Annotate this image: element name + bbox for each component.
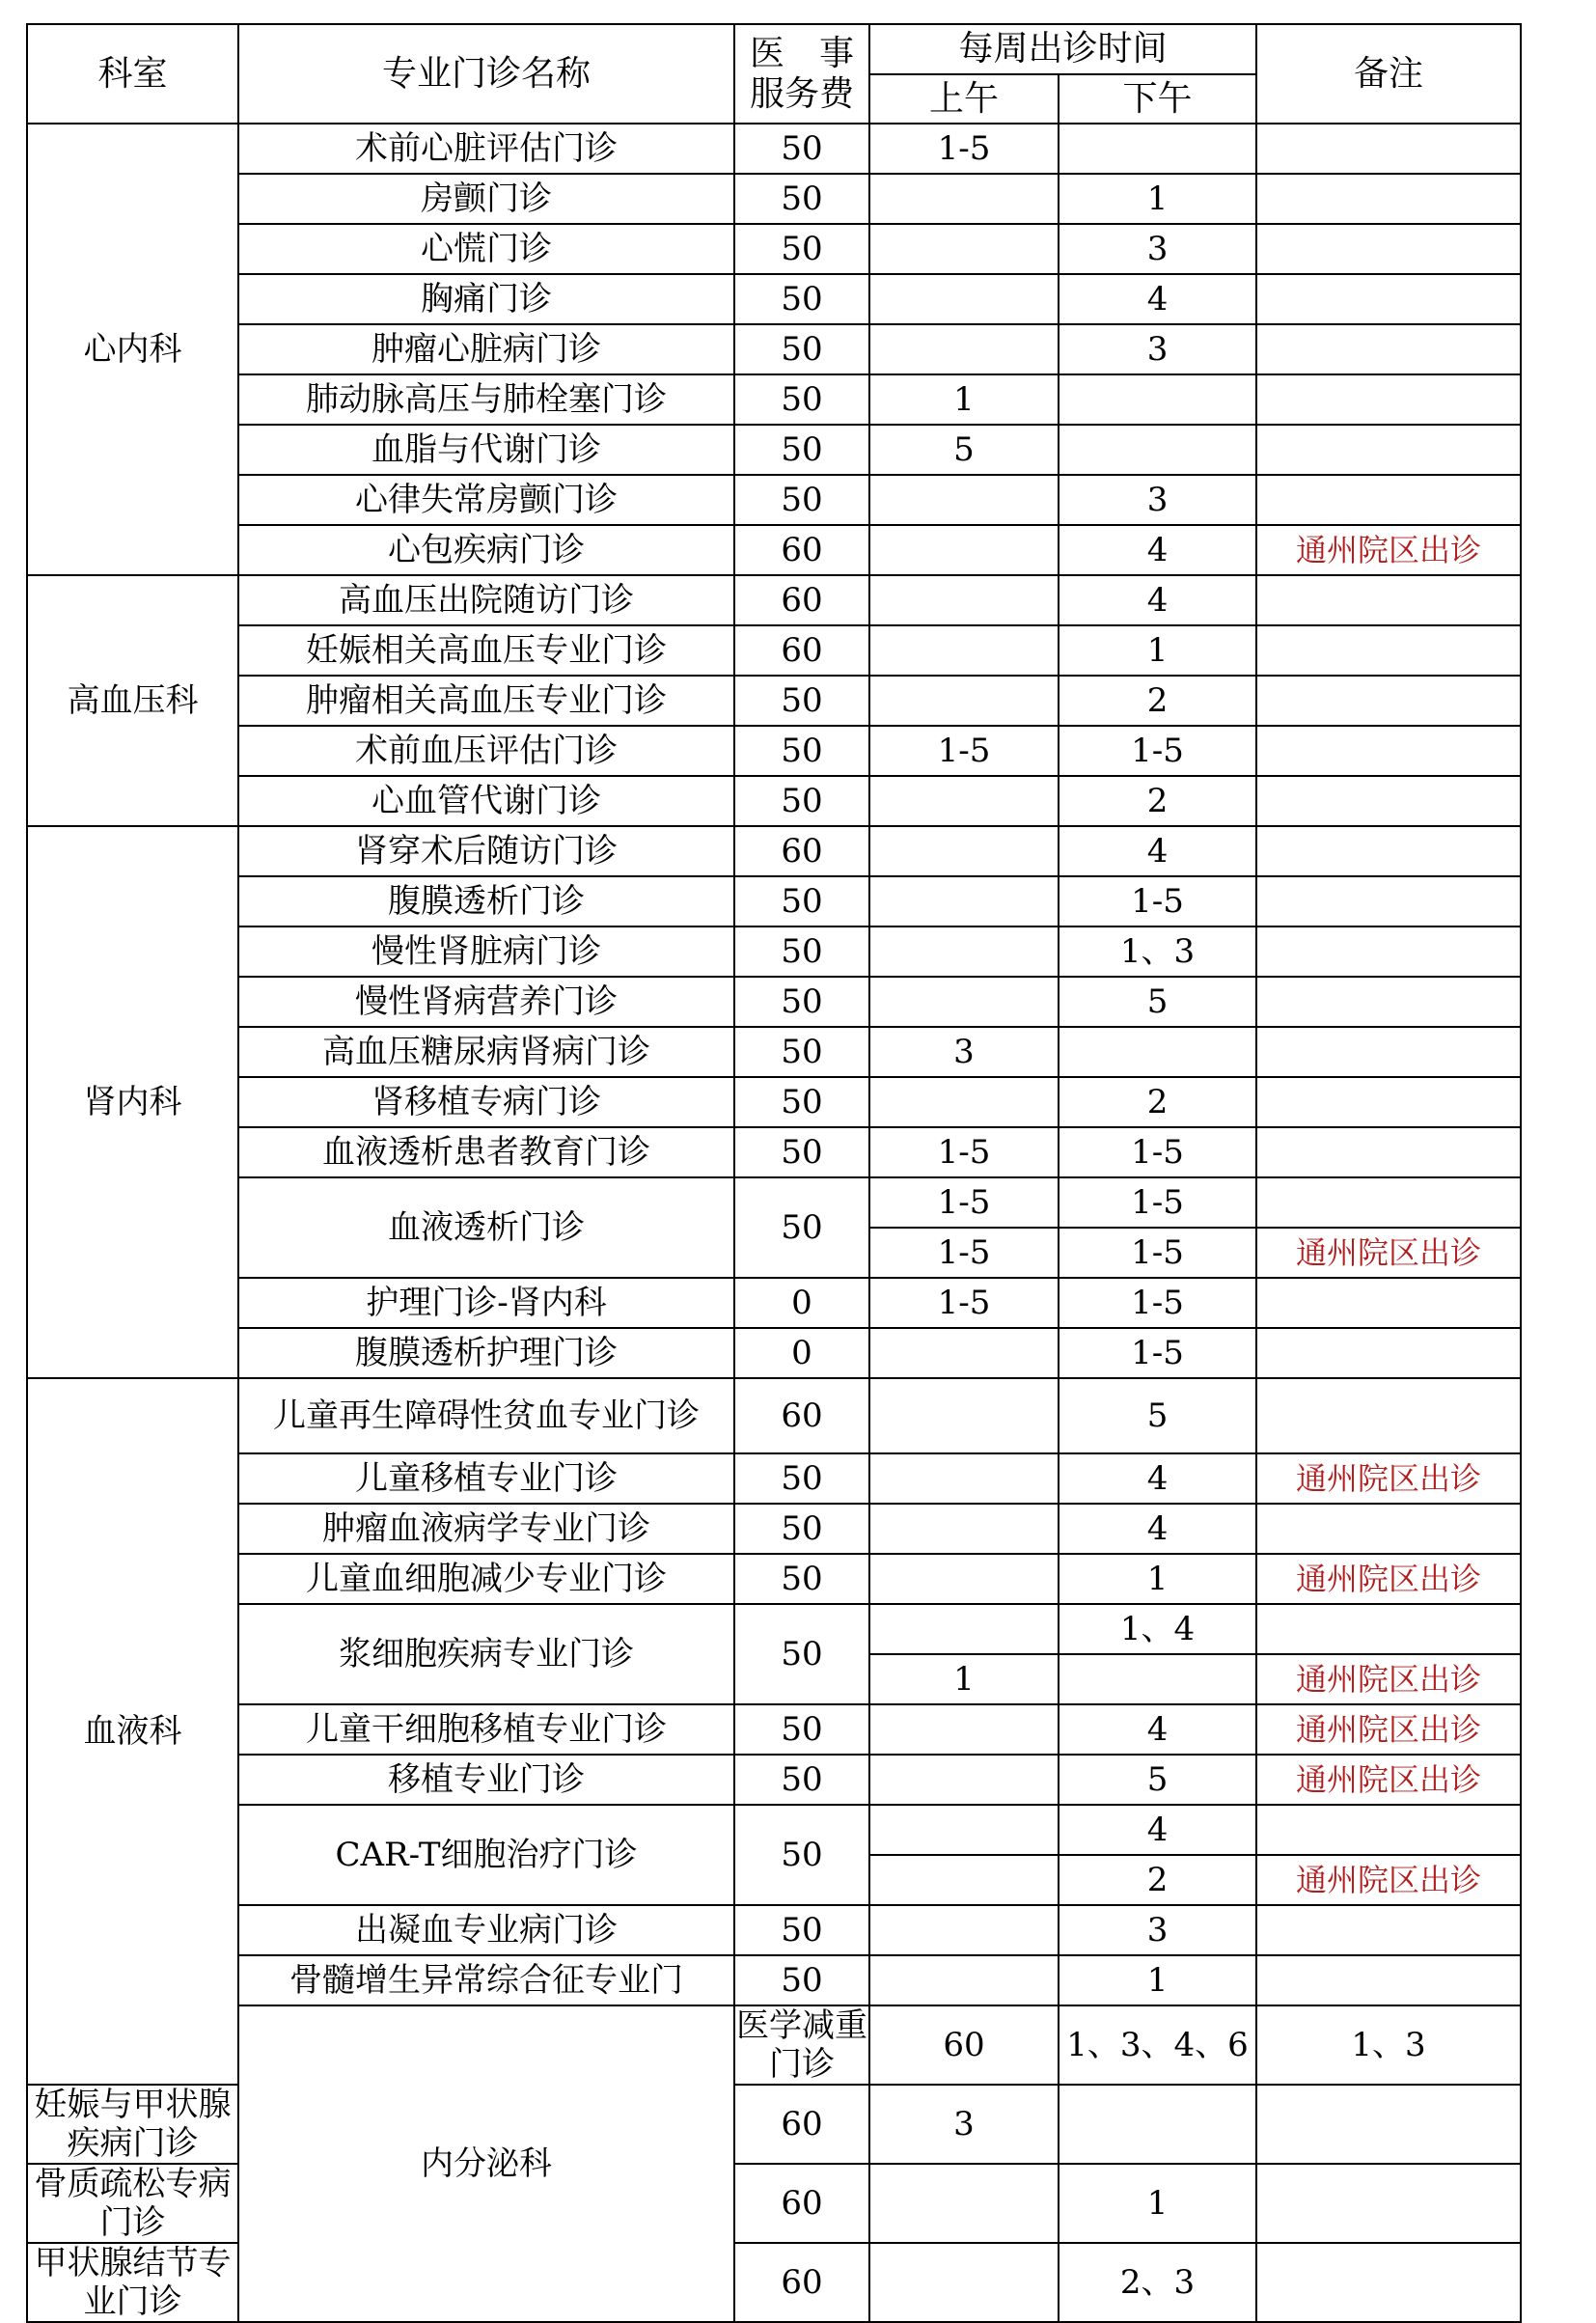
header-fee-line1: 医 事: [749, 33, 854, 73]
table-row: [27, 1504, 1521, 1554]
table-row: [27, 826, 1521, 876]
fee-cell: 50: [734, 1554, 869, 1604]
am-cell: 3: [869, 2085, 1059, 2164]
pm-cell: [1059, 1027, 1256, 1077]
note-cell: [1256, 676, 1521, 726]
fee-cell: 0: [734, 1328, 869, 1378]
pm-cell: 3: [1059, 1905, 1256, 1955]
clinic-name-cell: 儿童移植专业门诊: [238, 1453, 734, 1504]
fee-cell: 50: [734, 1127, 869, 1177]
am-cell: [869, 1704, 1059, 1755]
fee-cell: 50: [734, 224, 869, 274]
note-cell: [1256, 1805, 1521, 1855]
table-row: [27, 676, 1521, 726]
dept-cell: 内分泌科: [238, 2005, 734, 2322]
am-cell: [869, 2243, 1059, 2322]
note-cell: [1256, 776, 1521, 826]
note-cell: [1256, 425, 1521, 475]
am-cell: 1-5: [869, 726, 1059, 776]
table-row: [27, 174, 1521, 224]
note-cell: 通州院区出诊: [1256, 1554, 1521, 1604]
clinic-name-cell: 医学减重门诊: [736, 2006, 867, 2084]
clinic-name-cell: 护理门诊-肾内科: [238, 1278, 734, 1328]
header-weekly-time: 每周出诊时间: [869, 24, 1256, 74]
am-cell: 3: [869, 1027, 1059, 1077]
pm-cell: 5: [1059, 977, 1256, 1027]
pm-cell: 4: [1059, 575, 1256, 625]
fee-cell: 0: [734, 1278, 869, 1328]
clinic-name-cell: 肿瘤心脏病门诊: [238, 324, 734, 374]
fee-cell: 50: [734, 124, 869, 174]
fee-cell: 50: [734, 1077, 869, 1127]
pm-cell: [1059, 124, 1256, 174]
pm-cell: 2、3: [1059, 2243, 1256, 2322]
clinic-name-cell: 肿瘤相关高血压专业门诊: [238, 676, 734, 726]
table-row: [27, 1453, 1521, 1504]
clinic-name-cell: 慢性肾病营养门诊: [238, 977, 734, 1027]
header-fee-line2: 服务费: [749, 73, 854, 114]
note-cell: [1256, 1027, 1521, 1077]
fee-cell: 60: [734, 2164, 869, 2243]
note-cell: [1256, 1127, 1521, 1177]
am-cell: [869, 475, 1059, 525]
pm-cell: 4: [1059, 274, 1256, 324]
pm-cell: 4: [1059, 1805, 1256, 1855]
pm-cell: 5: [1059, 1378, 1256, 1453]
note-cell: [1256, 1378, 1521, 1453]
note-cell: [1256, 1278, 1521, 1328]
am-cell: [869, 2164, 1059, 2243]
pm-cell: 1-5: [1059, 1328, 1256, 1378]
clinic-name-cell: 骨质疏松专病门诊: [27, 2164, 238, 2243]
pm-cell: 1-5: [1059, 876, 1256, 926]
am-cell: 1: [869, 374, 1059, 425]
pm-cell: 2: [1059, 1077, 1256, 1127]
am-cell: [869, 1905, 1059, 1955]
clinic-name-cell: 肿瘤血液病学专业门诊: [238, 1504, 734, 1554]
fee-cell: 60: [734, 575, 869, 625]
clinic-name-cell: CAR-T细胞治疗门诊: [238, 1805, 734, 1905]
am-cell: [869, 876, 1059, 926]
note-cell: [1256, 2164, 1521, 2243]
pm-cell: [1059, 374, 1256, 425]
note-cell: [1256, 876, 1521, 926]
pm-cell: 1-5: [1059, 1228, 1256, 1278]
am-cell: [869, 224, 1059, 274]
clinic-name-cell: 术前血压评估门诊: [238, 726, 734, 776]
pm-cell: [1059, 1654, 1256, 1704]
header-fee: [734, 24, 869, 124]
clinic-name-cell: 胸痛门诊: [238, 274, 734, 324]
fee-cell: 50: [734, 324, 869, 374]
table-row: [27, 876, 1521, 926]
am-cell: 1-5: [869, 1278, 1059, 1328]
fee-cell: 50: [734, 1905, 869, 1955]
pm-cell: 1、3: [1059, 926, 1256, 977]
note-cell: [1256, 224, 1521, 274]
pm-cell: 1、4: [1059, 1604, 1256, 1654]
note-cell: [1256, 2085, 1521, 2164]
am-cell: 1-5: [869, 124, 1059, 174]
am-cell: [869, 1554, 1059, 1604]
table-row: [27, 726, 1521, 776]
am-cell: [869, 776, 1059, 826]
table-row: [27, 525, 1521, 575]
note-cell: [1256, 475, 1521, 525]
note-cell: 通州院区出诊: [1256, 1755, 1521, 1805]
table-row: [27, 1027, 1521, 1077]
note-cell: 通州院区出诊: [1256, 525, 1521, 575]
am-cell: [869, 1378, 1059, 1453]
pm-cell: 4: [1059, 1453, 1256, 1504]
fee-cell: 60: [869, 2005, 1059, 2085]
table-row: [27, 1704, 1521, 1755]
note-cell: [1256, 1177, 1521, 1228]
note-cell: [1256, 575, 1521, 625]
clinic-name-cell: 心律失常房颤门诊: [238, 475, 734, 525]
table-row: [27, 977, 1521, 1027]
note-cell: [1256, 625, 1521, 676]
table-row: [27, 224, 1521, 274]
clinic-name-cell: 出凝血专业病门诊: [238, 1905, 734, 1955]
clinic-name-cell: 心血管代谢门诊: [238, 776, 734, 826]
clinic-name-cell: 肾移植专病门诊: [238, 1077, 734, 1127]
table-row: [27, 124, 1521, 174]
fee-cell: 50: [734, 1453, 869, 1504]
clinic-name-cell: 儿童干细胞移植专业门诊: [238, 1704, 734, 1755]
am-cell: 1-5: [869, 1228, 1059, 1278]
clinic-schedule-table: [26, 23, 1522, 2323]
dept-cell: 心内科: [27, 124, 238, 575]
fee-cell: 50: [734, 1805, 869, 1905]
fee-cell: 50: [734, 1504, 869, 1554]
note-cell: [1256, 977, 1521, 1027]
header-note: 备注: [1256, 24, 1521, 124]
am-cell: [869, 1453, 1059, 1504]
fee-cell: 60: [734, 1378, 869, 1453]
fee-cell: 50: [734, 425, 869, 475]
pm-cell: 5: [1059, 1755, 1256, 1805]
header-pm: 下午: [1059, 74, 1256, 124]
pm-cell: 2: [1059, 776, 1256, 826]
table-row: [27, 1955, 1521, 2005]
am-cell: [869, 324, 1059, 374]
pm-cell: 1: [1059, 1955, 1256, 2005]
clinic-name-cell: 血液透析门诊: [238, 1177, 734, 1278]
table-row: [27, 1805, 1521, 1855]
note-cell: [1256, 274, 1521, 324]
clinic-name-cell: 腹膜透析门诊: [238, 876, 734, 926]
table-row: [27, 1127, 1521, 1177]
fee-cell: 50: [734, 676, 869, 726]
am-cell: [869, 1604, 1059, 1654]
fee-cell: 50: [734, 726, 869, 776]
dept-cell: 高血压科: [27, 575, 238, 826]
clinic-name-cell: 骨髓增生异常综合征专业门: [238, 1955, 734, 2005]
clinic-name-cell: 腹膜透析护理门诊: [238, 1328, 734, 1378]
note-cell: [1256, 1604, 1521, 1654]
table-row: [27, 926, 1521, 977]
fee-cell: 50: [734, 1604, 869, 1704]
pm-cell: 1: [1059, 625, 1256, 676]
am-cell: 1-5: [869, 1127, 1059, 1177]
clinic-name-cell: 妊娠相关高血压专业门诊: [238, 625, 734, 676]
clinic-name-cell: 高血压出院随访门诊: [238, 575, 734, 625]
pm-cell: 3: [1059, 224, 1256, 274]
am-cell: [869, 1328, 1059, 1378]
pm-cell: 1: [1059, 1554, 1256, 1604]
clinic-name-cell: 血液透析患者教育门诊: [238, 1127, 734, 1177]
fee-cell: 50: [734, 926, 869, 977]
note-cell: [1256, 826, 1521, 876]
note-cell: [1256, 324, 1521, 374]
note-cell: [1256, 926, 1521, 977]
table-row: [27, 1604, 1521, 1654]
clinic-name-cell: 儿童再生障碍性贫血专业门诊: [238, 1378, 734, 1453]
table-row: [27, 374, 1521, 425]
note-cell: [1256, 2243, 1521, 2322]
table-row: [27, 1177, 1521, 1228]
note-cell: [1256, 1955, 1521, 2005]
note-cell: [1256, 1905, 1521, 1955]
clinic-name-cell: 肺动脉高压与肺栓塞门诊: [238, 374, 734, 425]
am-cell: [869, 1955, 1059, 2005]
table-row: [27, 1077, 1521, 1127]
table-row: [27, 1378, 1521, 1453]
fee-cell: 50: [734, 274, 869, 324]
table-row: [27, 475, 1521, 525]
fee-cell: 60: [734, 2243, 869, 2322]
pm-cell: 1: [1059, 2164, 1256, 2243]
pm-cell: 4: [1059, 1504, 1256, 1554]
pm-cell: 4: [1059, 525, 1256, 575]
clinic-name-cell: 血脂与代谢门诊: [238, 425, 734, 475]
am-cell: [869, 575, 1059, 625]
pm-cell: 1: [1059, 174, 1256, 224]
clinic-name-cell: 心包疾病门诊: [238, 525, 734, 575]
note-cell: 通州院区出诊: [1256, 1855, 1521, 1905]
clinic-name-cell: 儿童血细胞减少专业门诊: [238, 1554, 734, 1604]
table-row: [27, 776, 1521, 826]
clinic-name-cell: 浆细胞疾病专业门诊: [238, 1604, 734, 1704]
am-cell: [869, 274, 1059, 324]
am-cell: [869, 826, 1059, 876]
note-cell: [1256, 1504, 1521, 1554]
pm-cell: 4: [1059, 1704, 1256, 1755]
table-row: [27, 324, 1521, 374]
fee-cell: 60: [734, 2085, 869, 2164]
am-cell: [869, 977, 1059, 1027]
header-dept: 科室: [27, 24, 238, 124]
pm-cell: [1059, 425, 1256, 475]
note-cell: [1256, 1077, 1521, 1127]
am-cell: 1-5: [869, 1177, 1059, 1228]
table-row: [27, 1905, 1521, 1955]
fee-cell: 50: [734, 876, 869, 926]
clinic-name-cell: 肾穿术后随访门诊: [238, 826, 734, 876]
pm-cell: 1-5: [1059, 726, 1256, 776]
note-cell: 通州院区出诊: [1256, 1228, 1521, 1278]
clinic-name-cell: 心慌门诊: [238, 224, 734, 274]
fee-cell: 50: [734, 174, 869, 224]
clinic-name-cell: 术前心脏评估门诊: [238, 124, 734, 174]
table-row: [27, 1554, 1521, 1604]
pm-cell: 2: [1059, 1855, 1256, 1905]
schedule-body: [27, 124, 1521, 2322]
note-cell: 通州院区出诊: [1256, 1704, 1521, 1755]
clinic-name-cell: 移植专业门诊: [238, 1755, 734, 1805]
fee-cell: 60: [734, 625, 869, 676]
am-cell: [869, 676, 1059, 726]
dept-cell: 血液科: [27, 1378, 238, 2085]
fee-cell: 50: [734, 374, 869, 425]
note-cell: [1256, 174, 1521, 224]
clinic-name-cell: 房颤门诊: [238, 174, 734, 224]
header-clinic-name: 专业门诊名称: [238, 24, 734, 124]
table-row: [27, 1278, 1521, 1328]
clinic-name-cell: 高血压糖尿病肾病门诊: [238, 1027, 734, 1077]
pm-cell: 4: [1059, 826, 1256, 876]
note-cell: [1256, 374, 1521, 425]
am-cell: [869, 1805, 1059, 1855]
table-row: [27, 1328, 1521, 1378]
am-cell: 1、3、4、6: [1059, 2005, 1256, 2085]
table-row: [27, 575, 1521, 625]
fee-cell: 50: [734, 776, 869, 826]
pm-cell: [1059, 2085, 1256, 2164]
fee-cell: 50: [734, 1755, 869, 1805]
fee-cell: 50: [734, 977, 869, 1027]
note-cell: [1256, 726, 1521, 776]
clinic-name-cell: 妊娠与甲状腺疾病门诊: [27, 2085, 238, 2164]
note-cell: [1256, 1328, 1521, 1378]
note-cell: [1256, 124, 1521, 174]
pm-cell: 1、3: [1256, 2005, 1521, 2085]
pm-cell: 3: [1059, 475, 1256, 525]
pm-cell: 3: [1059, 324, 1256, 374]
am-cell: [869, 174, 1059, 224]
header-am: 上午: [869, 74, 1059, 124]
fee-cell: 60: [734, 826, 869, 876]
fee-cell: 50: [734, 1027, 869, 1077]
pm-cell: 1-5: [1059, 1278, 1256, 1328]
am-cell: [869, 1855, 1059, 1905]
table-row: [27, 1755, 1521, 1805]
fee-cell: 50: [734, 1177, 869, 1278]
am-cell: [869, 525, 1059, 575]
fee-cell: 50: [734, 1955, 869, 2005]
note-cell: 通州院区出诊: [1256, 1453, 1521, 1504]
am-cell: [869, 1504, 1059, 1554]
table-row: [27, 425, 1521, 475]
clinic-name-cell: 慢性肾脏病门诊: [238, 926, 734, 977]
dept-cell: 肾内科: [27, 826, 238, 1378]
fee-cell: 60: [734, 525, 869, 575]
pm-cell: 1-5: [1059, 1127, 1256, 1177]
pm-cell: 2: [1059, 676, 1256, 726]
fee-cell: 50: [734, 475, 869, 525]
am-cell: [869, 1755, 1059, 1805]
table-row: [27, 274, 1521, 324]
note-cell: 通州院区出诊: [1256, 1654, 1521, 1704]
table-row: [27, 2005, 1521, 2085]
am-cell: 5: [869, 425, 1059, 475]
am-cell: [869, 926, 1059, 977]
pm-cell: 1-5: [1059, 1177, 1256, 1228]
clinic-name-cell: 甲状腺结节专业门诊: [27, 2243, 238, 2322]
am-cell: 1: [869, 1654, 1059, 1704]
am-cell: [869, 1077, 1059, 1127]
am-cell: [869, 625, 1059, 676]
fee-cell: 50: [734, 1704, 869, 1755]
table-row: [27, 625, 1521, 676]
